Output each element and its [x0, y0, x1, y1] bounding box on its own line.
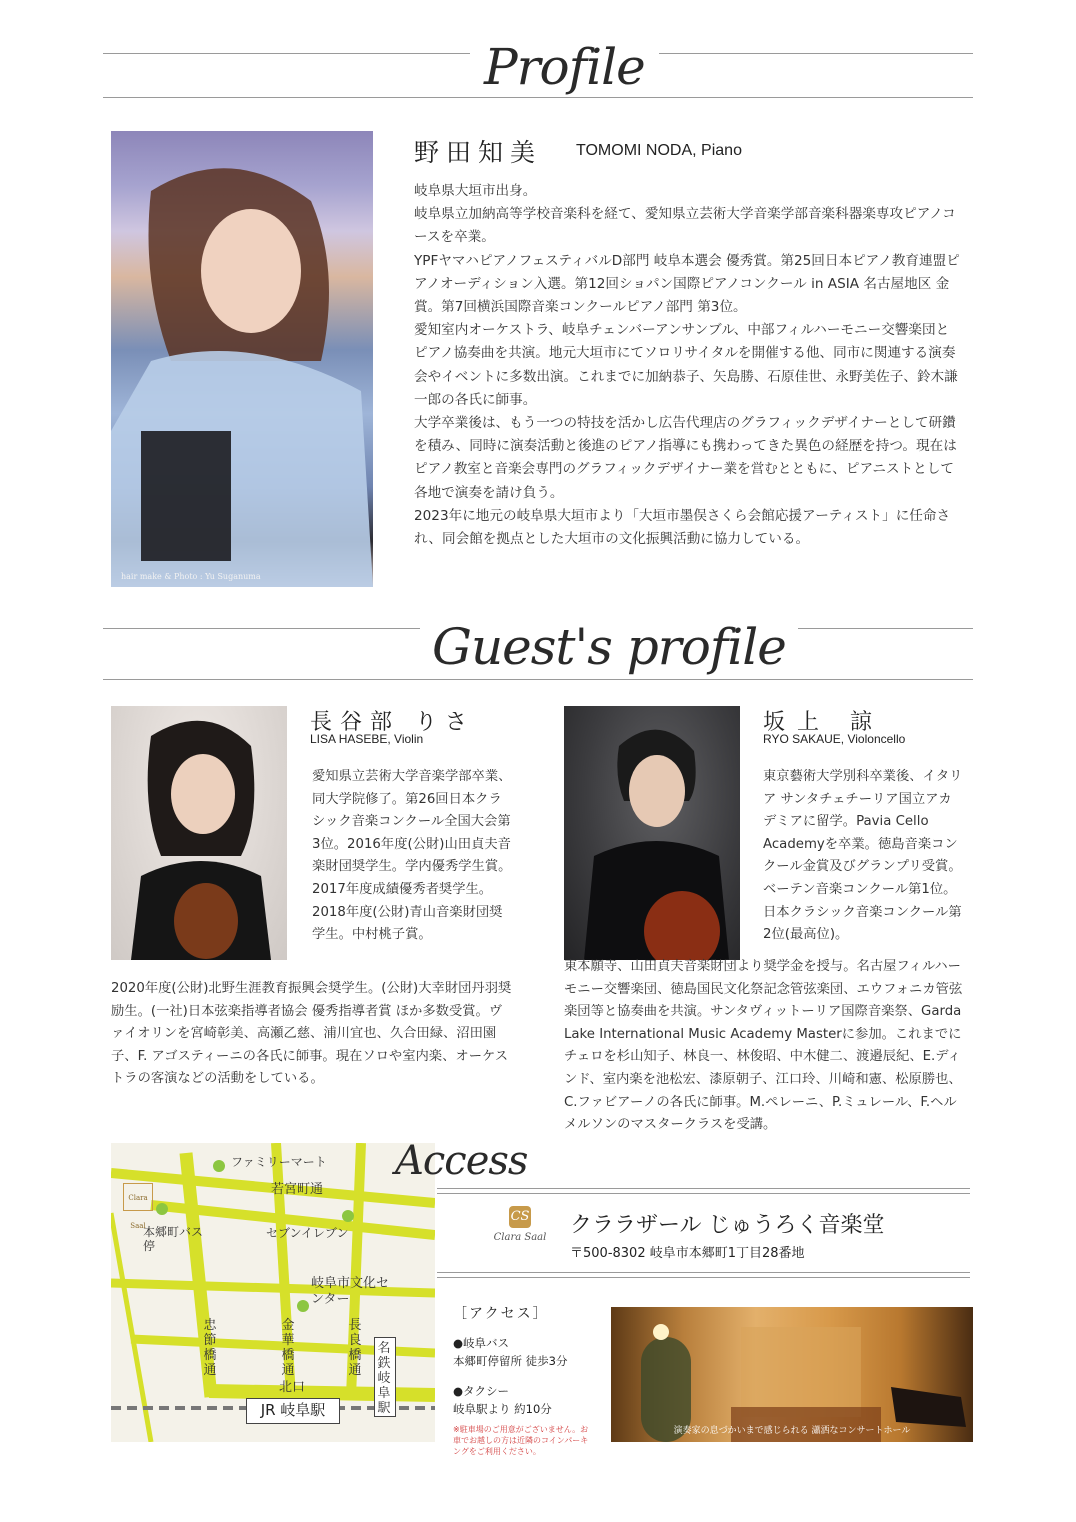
profile-heading: Profile	[470, 38, 659, 96]
family-mart-dot	[213, 1160, 225, 1172]
concert-hall-photo	[611, 1307, 973, 1442]
violinist-bio-top: 愛知県立芸術大学音楽学部卒業、同大学院修了。第26回日本クラシック音楽コンクール全国大会第3位。2016年度(公財)山田貞夫音楽財団奨学生。学内優秀学生賞。2017年度成績優秀者奨学生。2018年度(公財)青山音楽財団奨学生。中村桃子賞。	[312, 769, 512, 943]
bio-paragraph: 岐阜県大垣市出身。	[414, 183, 537, 199]
bus-stop-label: 本郷町バス停	[143, 1225, 204, 1253]
venue-address: 〒500-8302 岐阜市本郷町1丁目28番地	[570, 1246, 805, 1261]
pianist-photo-illustration	[111, 131, 373, 587]
venue-name: クララザール じゅうろく音楽堂	[570, 1213, 885, 1238]
wakamiya-street-label: 若宮町通	[271, 1182, 324, 1197]
concert-hall-illustration	[611, 1307, 973, 1442]
north-exit-label: 北口	[279, 1380, 306, 1395]
seven-eleven-dot	[342, 1210, 354, 1222]
venue-logo	[490, 1206, 550, 1264]
access-taxi	[453, 1382, 552, 1418]
family-mart-label: ファミリーマート	[231, 1155, 327, 1169]
violinist-name-en: LISA HASEBE, Violin	[310, 732, 424, 746]
cellist-name-jp: 坂上 諒	[763, 710, 884, 735]
access-bus-detail: 本郷町停留所 徒歩3分	[453, 1354, 568, 1368]
bio-paragraph: 大学卒業後は、もう一つの特技を活かし広告代理店のグラフィックデザイナーとして研鑽を積み、同時に演奏活動と後進のピアノ指導にも携わってきた異色の経歴を持つ。現在はピアノ教室と音楽会専門のグラフィックデザイナー業を営むとともに、ピアニストとして各地で演奏を請け負う。	[414, 415, 957, 501]
bus-stop-dot	[156, 1203, 168, 1215]
map-venue-logo: Clara Saal	[123, 1183, 153, 1211]
photo-credit: hair make & Photo : Yu Suganuma	[121, 572, 261, 581]
guest-rule-bottom	[103, 679, 973, 680]
access-heading: Access	[395, 1138, 528, 1184]
bio-paragraph: YPFヤマハピアノフェスティバルD部門 岐阜本選会 優秀賞。第25回日本ピアノ教育連盟ピアノオーディション入選。第12回ショパン国際ピアノコンクール in ASIA 名古屋地区 金賞。第7回横浜国際音楽コンクールピアノ部門 第3位。	[414, 252, 960, 316]
venue-logo-mark: CS	[509, 1206, 531, 1228]
bunka-center-dot	[297, 1300, 309, 1312]
seven-eleven-label: セブンイレブン	[266, 1226, 349, 1240]
access-bus-label: ●岐阜バス	[453, 1336, 510, 1350]
violinist-photo	[111, 706, 287, 960]
jr-gifu-station: JR 岐阜駅	[246, 1398, 340, 1424]
access-rule-1	[437, 1188, 970, 1189]
cellist-name-en: RYO SAKAUE, Violoncello	[763, 732, 906, 746]
cellist-photo	[564, 706, 740, 960]
bio-paragraph: 2023年に地元の岐阜県大垣市より「大垣市墨俣さくら会館応援アーティスト」に任命され、同会館を拠点とした大垣市の文化振興活動に協力している。	[414, 507, 951, 548]
nagara-street-label: 長良橋通	[348, 1318, 362, 1378]
cellist-photo-illustration	[564, 706, 740, 960]
bunka-center-label: 岐阜市文化センター	[311, 1276, 390, 1307]
pianist-bio	[414, 180, 962, 551]
access-rule-4	[437, 1277, 970, 1278]
meitetsu-station-label: 名鉄岐阜駅	[377, 1341, 391, 1416]
bio-paragraph: 愛知室内オーケストラ、岐阜チェンバーアンサンブル、中部フィルハーモニー交響楽団とピアノ協奏曲を共演。地元大垣市にてソロリサイタルを開催する他、同市に関連する演奏会やイベントに多数出演。これまでに加納恭子、矢島勝、石原佳世、永野美佐子、鈴木謙一郎の各氏に師事。	[414, 322, 958, 408]
access-bus	[453, 1334, 567, 1370]
header-rule-bottom	[103, 97, 973, 98]
meitetsu-station	[374, 1337, 396, 1417]
cellist-bio-top: 東京藝術大学別科卒業後、イタリア サンタチェチーリア国立アカデミアに留学。Pavia Cello Academyを卒業。徳島音楽コンクール金賞及びグランプリ受賞。ベーテン音楽コンクール第1位。日本クラシック音楽コンクール第2位(最高位)。	[763, 769, 963, 943]
access-map	[111, 1143, 435, 1442]
pianist-name-en: TOMOMI NODA, Piano	[576, 142, 742, 159]
cellist-bio-bottom: 東本願寺、山田貞夫音楽財団より奨学金を授与。名古屋フィルハーモニー交響楽団、徳島国民文化祭記念管弦楽団、エウフォニカ管弦楽団等と協奏曲を共演。サンタヴィットーリア国際音楽祭、Garda Lake International Music Academy Masterに参加。これまでにチェロを杉山知子、林良一、林俊昭、中木健二、渡邉辰紀、E.ディンド、室内楽を池松宏、漆原朝子、江口玲、川崎和憲、松原勝也、C.ファビアーノの各氏に師事。M.ペレーニ、P.ミュレール、F.ヘルメルソンのマスタークラスを受講。	[564, 959, 963, 1133]
pianist-name-jp: 野田知美	[414, 138, 543, 167]
access-taxi-detail: 岐阜駅より 約10分	[453, 1402, 552, 1416]
access-rule-2	[437, 1193, 970, 1194]
bio-paragraph: 岐阜県立加納高等学校音楽科を経て、愛知県立芸術大学音楽学部音楽科器楽専攻ピアノコースを卒業。	[414, 206, 956, 246]
chusetsu-street-label: 忠節橋通	[203, 1318, 217, 1378]
access-title: ［アクセス］	[453, 1306, 549, 1322]
violinist-photo-illustration	[111, 706, 287, 960]
hall-caption: 演奏家の息づかいまで感じられる 瀟洒なコンサートホール	[673, 1426, 911, 1436]
kinka-street-label: 金華橋通	[281, 1318, 295, 1378]
venue-logo-word: Clara Saal	[493, 1232, 547, 1243]
access-rule-3	[437, 1272, 970, 1273]
violinist-bio-bottom: 2020年度(公財)北野生涯教育振興会奨学生。(公財)大幸財団丹羽奨励生。(一社)日本弦楽指導者協会 優秀指導者賞 ほか多数受賞。ヴァイオリンを宮崎彰美、高瀬乙慈、浦川宜也、久合田緑、沼田園子、F. アゴスティーニの各氏に師事。現在ソロや室内楽、オーケストラの客演などの活動をしている。	[111, 981, 512, 1087]
guest-profile-heading: Guest's profile	[420, 618, 798, 676]
violinist-name-jp: 長谷部 りさ	[310, 710, 475, 735]
pianist-photo	[111, 131, 373, 587]
access-taxi-label: ●タクシー	[453, 1384, 510, 1398]
parking-note: ※駐車場のご用意がございません。お車でお越しの方は近隣のコインパーキングをご利用ください。	[453, 1425, 589, 1456]
